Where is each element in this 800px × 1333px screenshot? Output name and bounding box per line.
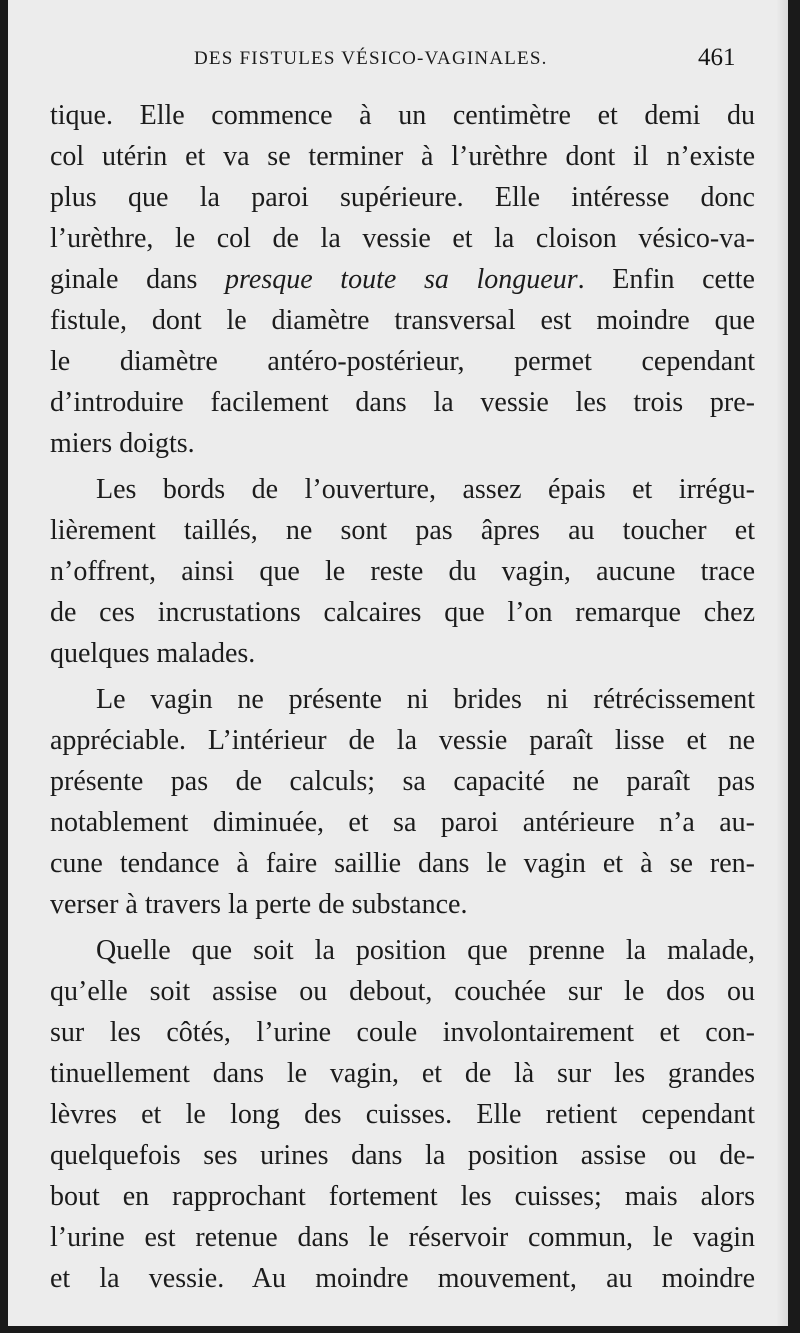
book-page — [8, 0, 788, 1326]
text-line: l’urine est retenue dans le réservoir commun, le vagin — [50, 1222, 755, 1253]
page-number: 461 — [698, 44, 736, 71]
text-line: l’urèthre, le col de la vessie et la cloison vésico-va- — [50, 223, 755, 254]
text-line: tique. Elle commence à un centimètre et demi du — [50, 100, 755, 131]
paragraph-start-line: Quelle que soit la position que prenne la malade, — [96, 935, 755, 966]
text-line: quelques malades. — [50, 638, 256, 669]
text-line: tinuellement dans le vagin, et de là sur les grandes — [50, 1058, 755, 1089]
text-line: sur les côtés, l’urine coule involontairement et con- — [50, 1017, 755, 1048]
text-line: lièrement taillés, ne sont pas âpres au toucher et — [50, 515, 755, 546]
text-line: présente pas de calculs; sa capacité ne paraît pas — [50, 766, 755, 797]
text-line: verser à travers la perte de substance. — [50, 889, 468, 920]
text-line: notablement diminuée, et sa paroi antérieure n’a au- — [50, 807, 755, 838]
text-line: n’offrent, ainsi que le reste du vagin, aucune trace — [50, 556, 755, 587]
text-line: lèvres et le long des cuisses. Elle retient cependant — [50, 1099, 755, 1130]
text-line: bout en rapprochant fortement les cuisses; mais alors — [50, 1181, 755, 1212]
text-line: quelquefois ses urines dans la position assise ou de- — [50, 1140, 755, 1171]
text-line: appréciable. L’intérieur de la vessie paraît lisse et ne — [50, 725, 755, 756]
text-line: cune tendance à faire saillie dans le vagin et à se ren- — [50, 848, 755, 879]
text-line: plus que la paroi supérieure. Elle intéresse donc — [50, 182, 755, 213]
page-edge-shadow — [776, 0, 788, 1326]
paragraph-start-line: Le vagin ne présente ni brides ni rétrécissement — [96, 684, 755, 715]
running-head — [8, 44, 788, 78]
text-line: col utérin et va se terminer à l’urèthre dont il n’existe — [50, 141, 755, 172]
text-line: de ces incrustations calcaires que l’on remarque chez — [50, 597, 755, 628]
paragraph-start-line: Les bords de l’ouverture, assez épais et irrégu- — [96, 474, 755, 505]
text-segment: . Enfin cette — [577, 264, 755, 295]
text-line: fistule, dont le diamètre transversal est moindre que — [50, 305, 755, 336]
text-line: et la vessie. Au moindre mouvement, au moindre — [50, 1263, 755, 1294]
text-line: miers doigts. — [50, 428, 195, 459]
running-title: DES FISTULES VÉSICO-VAGINALES. — [194, 48, 548, 69]
italic-segment: presque toute sa longueur — [225, 264, 578, 295]
text-line: le diamètre antéro-postérieur, permet cependant — [50, 346, 755, 377]
text-line: qu’elle soit assise ou debout, couchée sur le dos ou — [50, 976, 755, 1007]
text-line-with-italic — [50, 263, 755, 297]
text-line: d’introduire facilement dans la vessie les trois pre- — [50, 387, 755, 418]
text-segment: ginale dans — [50, 264, 226, 295]
